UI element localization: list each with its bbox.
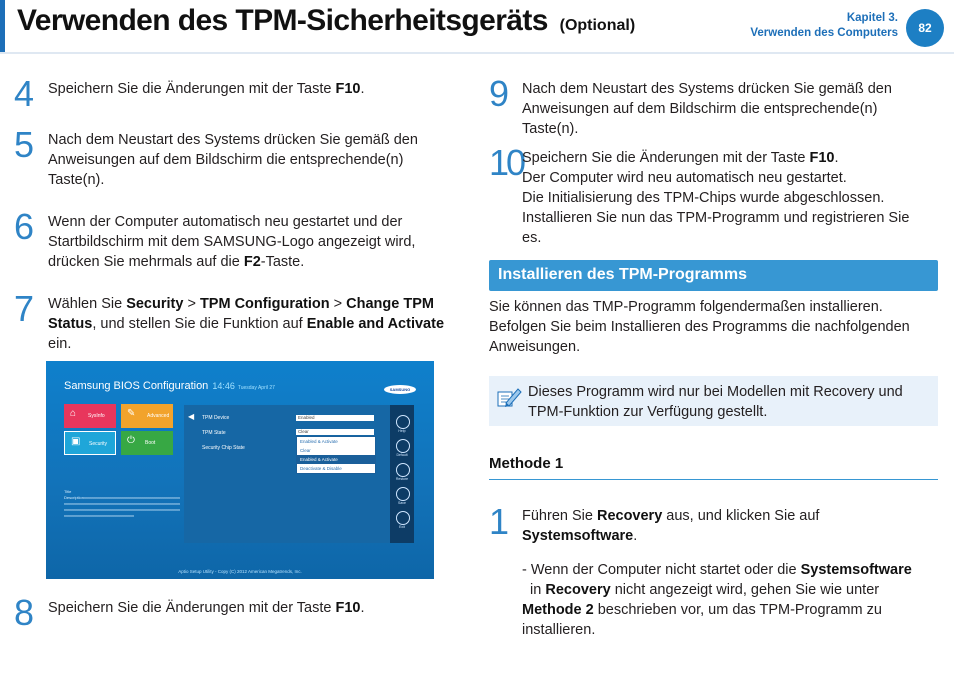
bold-term: Recovery (545, 582, 611, 598)
desc-text: Descriptionxxxxxxxxxxxxxxxxxxxxxxxxxxxxxxxxxxxxxxxxxxxxxxxxxxxxxxxxxxxxxxxxxxxxxxxxxxxxxxxxxxxxxxxxxxxxxxxxxxxxxxxxxxxxxxxxxxxxxxxxxxxxxxxxxxxxxxxxxxxxxxxxxxxxxxxxxxxxxxxxxxxxxxxxxxxxxxxxxxxxxxxxxxxxxxxxxxxxxxx (64, 495, 181, 518)
default-icon (396, 439, 410, 453)
bios-tile-sysinfo (64, 404, 116, 428)
step-number: 4 (14, 73, 35, 114)
step-number: 6 (14, 206, 35, 247)
back-icon: ◀ (188, 412, 195, 421)
bios-label: TPM Device (202, 415, 230, 421)
tile-label: Advanced (147, 413, 170, 419)
action-label: Save (398, 501, 406, 505)
bold-term: Status (48, 316, 93, 332)
chapter-title: Verwenden des Computers (750, 27, 898, 39)
step-text: Speichern Sie die Änderungen mit der Taste F10. (48, 81, 365, 97)
bios-tile-security (64, 431, 116, 455)
step-text: Wenn der Computer automatisch neu gestartet und der Startbildschirm mit dem SAMSUNG-Logo angezeigt wird, drücken Sie mehrmals auf die F2-Taste. (48, 214, 416, 270)
bios-label: TPM State (202, 430, 226, 436)
title-text: Verwenden des TPM-Sicherheitsgeräts (17, 4, 548, 37)
bios-title (64, 380, 275, 392)
page-number-badge: 82 (906, 9, 944, 47)
bold-term: Security (126, 296, 184, 312)
step-text: Nach dem Neustart des Systems drücken Sie gemäß den Anweisungen auf dem Bildschirm die entsprechende(n) Taste(n). (48, 132, 418, 188)
step-text: Nach dem Neustart des Systems drücken Sie gemäß den Anweisungen auf dem Bildschirm die entsprechende(n) Taste(n). (522, 81, 892, 137)
bios-date: Tuesday April 27 (237, 385, 275, 391)
bold-term: Systemsoftware (800, 562, 912, 578)
step-number: 9 (489, 73, 510, 114)
action-label: Help (398, 429, 406, 433)
dropdown-option: Deactivate & Disable (300, 466, 342, 471)
section-heading (489, 260, 938, 291)
save-icon (396, 487, 410, 501)
step-number: 7 (14, 288, 35, 329)
bios-screenshot (46, 361, 434, 579)
bios-title-text: Samsung BIOS Configuration (64, 380, 209, 392)
accent-bar (0, 0, 5, 52)
bios-tile-advanced (121, 404, 173, 428)
step-number: 5 (14, 124, 35, 165)
header-divider (0, 52, 954, 54)
bios-footer: Aptio Setup Utility - Copy (C) 2012 American Megatrends, Inc. (178, 569, 302, 574)
note-text: Dieses Programm wird nur bei Modellen mit Recovery und TPM-Funktion zur Verfügung gestellt. (528, 384, 903, 420)
exit-icon (396, 511, 410, 525)
bold-term: F2 (243, 254, 261, 270)
samsung-logo: SAMSUNG (384, 385, 416, 394)
step-number: 10 (489, 142, 524, 183)
title-suffix: (Optional) (559, 17, 636, 34)
bold-term: Change TPM (346, 296, 434, 312)
bold-term: F10 (809, 150, 835, 166)
lock-icon: ▣ (71, 436, 81, 447)
power-icon: ⏻ (127, 435, 135, 446)
note-pencil-icon (496, 386, 522, 410)
tile-label: Security (89, 441, 108, 447)
bold-term: Recovery (596, 508, 663, 524)
chapter-label (750, 11, 898, 41)
page-title (17, 4, 635, 38)
restore-icon (396, 463, 410, 477)
bold-term: Methode 2 (522, 602, 594, 618)
section-intro: Sie können das TMP-Programm folgendermaßen installieren. Befolgen Sie beim Installieren des Programms die nachfolgenden Anweisungen. (489, 299, 910, 355)
step-text: Wählen Sie Security > TPM Configuration > Change TPM Status, und stellen Sie die Funktion auf Enable and Activate ein. (48, 296, 445, 352)
bios-select: Clear (296, 429, 374, 435)
bold-term: Enable and Activate (306, 316, 445, 332)
step-number: 8 (14, 592, 35, 633)
action-label: Exit (399, 525, 405, 529)
step-number: 1 (489, 501, 510, 542)
bios-action-bar (390, 405, 414, 543)
section-heading-text: Installieren des TPM-Programms (498, 266, 747, 283)
bios-label: Security Chip State (202, 445, 245, 451)
tile-label: Boot (145, 440, 156, 446)
bios-time: 14:46 (212, 381, 235, 391)
action-label: Restore (395, 477, 409, 481)
step-text: Speichern Sie die Änderungen mit der Taste F10. (48, 600, 365, 616)
step-text: Führen Sie Recovery aus, und klicken Sie auf Systemsoftware. (522, 508, 820, 544)
home-icon: ⌂ (70, 408, 77, 419)
dropdown-option-selected: Enabled & Activate (297, 455, 375, 464)
bios-dropdown (296, 436, 376, 474)
method-divider (489, 479, 938, 480)
bios-tile-boot (121, 431, 173, 455)
desc-title: Title (64, 489, 72, 494)
bold-term: F10 (335, 81, 361, 97)
dropdown-option: Enabled & Activate (300, 439, 338, 444)
bios-settings-panel (184, 405, 400, 543)
bios-select: Enabled (296, 415, 374, 421)
method-subnote: - Wenn der Computer nicht startet oder die Systemsoftware in Recovery nicht angezeigt wird, gehen Sie wie unter Methode 2 beschrieben vor, um das TPM-Programm zu installieren. (522, 562, 912, 638)
bios-description (64, 489, 180, 519)
bold-term: F10 (335, 600, 361, 616)
tile-label: SysInfo (88, 413, 105, 419)
bold-term: TPM Configuration (199, 296, 330, 312)
wrench-icon: ✎ (127, 408, 136, 419)
chapter-number: Kapitel 3. (846, 12, 898, 24)
help-icon (396, 415, 410, 429)
action-label: Default (396, 453, 408, 457)
method-title: Methode 1 (489, 455, 564, 472)
bold-term: Systemsoftware (522, 528, 634, 544)
step-text: Speichern Sie die Änderungen mit der Taste F10. Der Computer wird neu automatisch neu gestartet. Die Initialisierung des TPM-Chips wurde abgeschlossen. Installieren Sie nun das TPM-Programm und registrieren Sie es. (522, 150, 910, 246)
dropdown-option: Clear (300, 448, 311, 453)
